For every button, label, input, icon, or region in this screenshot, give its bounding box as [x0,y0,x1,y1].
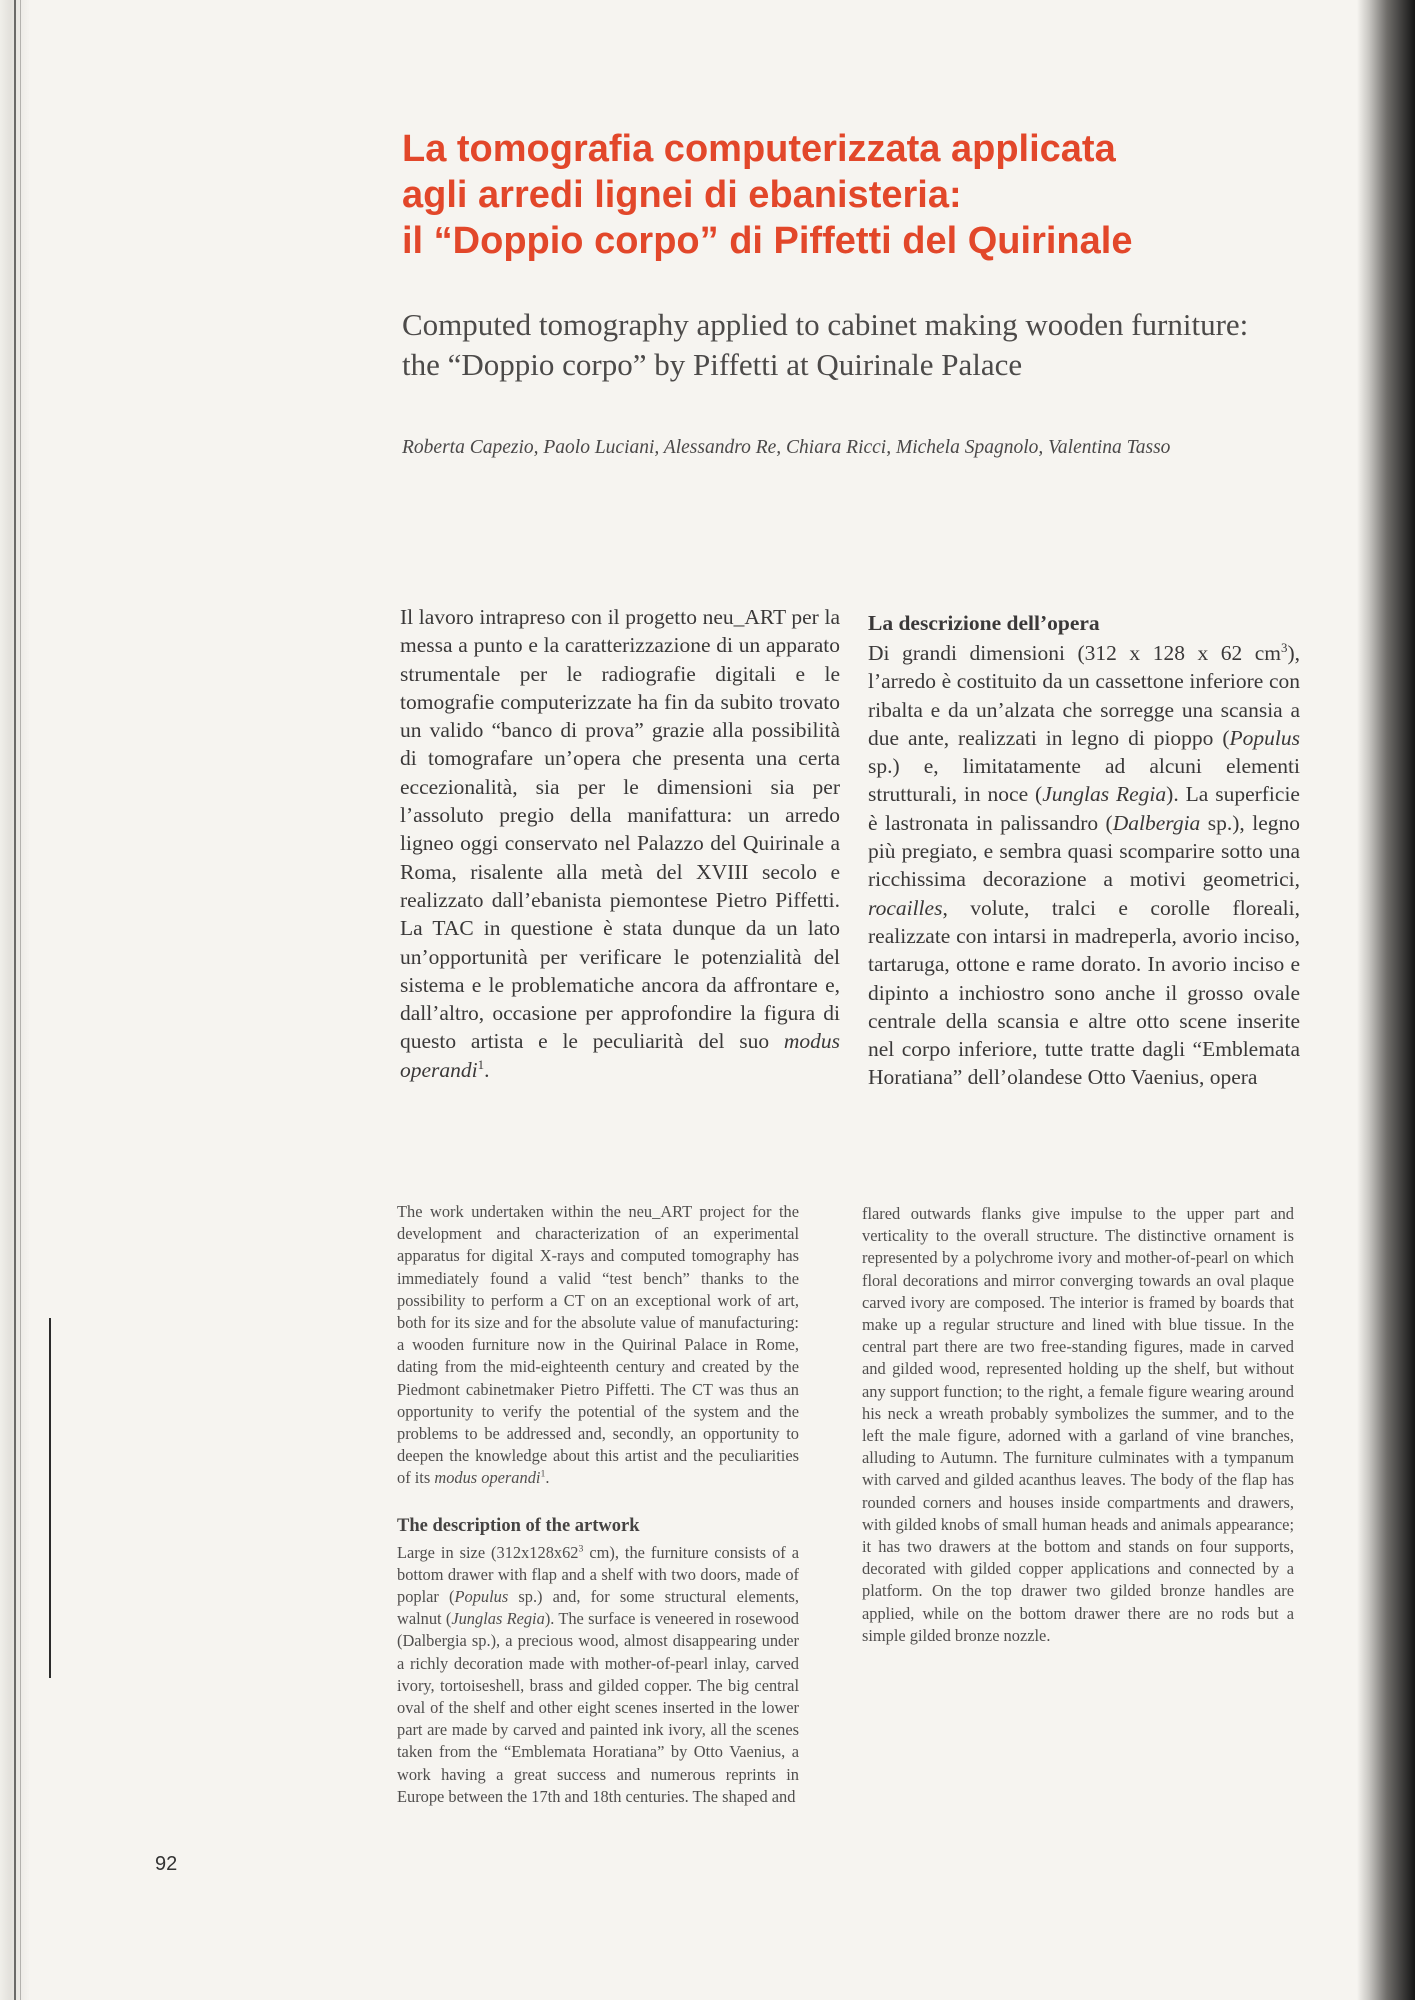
en-desc-part-2: cm), the furniture consists of a bottom drawer with flap and a shelf with two doors, made of poplar ( [397,1542,800,1607]
en-desc-part-4: ). The surface is veneered in rosewood (Dalbergia sp.), a precious wood, almost disappearing under a richly decoration made with mother-of-pearl inlay, carved ivory, tortoiseshell, brass and gilded copper. The big central oval of the shelf and other eight scenes inserted in the lower part are made by carved and painted ink ivory, all the scenes taken from the “Emblemata Horatiana” by Otto Vaenius, a work having a great success and numerous reprints in Europe between the 17th and 18th centuries. The shaped and [397,1609,799,1806]
it-desc-em-3: Dalbergia [1112,810,1201,835]
english-right-column [862,1203,1294,1647]
en-desc-part-3: sp.) and, for some structural elements, walnut ( [397,1587,799,1629]
it-desc-part-3: sp.) e, limitatamente ad alcuni elementi strutturali, in noce ( [868,754,1300,807]
it-desc-part-6: , volute, tralci e corolle floreali, realizzate con intarsi in madreperla, avorio inciso, tartaruga, ottone e rame dorato. In avorio inciso e dipinto a inchiostro sono anche il grosso ovale centrale della scansia e altre otto scene inserite nel corpo inferiore, tutte tratte dagli “Emblemata Horatiana” dell’olandese Otto Vaenius, opera [868,895,1300,1090]
en-desc-part-1: Large in size (312x128x62 [397,1542,579,1562]
italian-description-column [868,609,1300,1092]
english-section-heading: The description of the artwork [397,1515,640,1536]
page-binding [0,0,30,2000]
italian-intro-text: Il lavoro intrapreso con il progetto neu_ART per la messa a punto e la caratterizzazione di un apparato strumentale per le radiografie digitali e le tomografie computerizzate ha fin da subito trovato un valido “banco di prova” grazie alla possibilità di tomografare un’opera che presenta una certa eccezionalità, sia per le dimensioni sia per l’assoluto pregio della manifattura: un arredo ligneo oggi conservato nel Palazzo del Quirinale a Roma, risalente alla metà del XVIII secolo e realizzato dall’ebanista piemontese Pietro Piffetti. La TAC in questione è stata dunque da un lato un’opportunità per verificare le potenzialità del sistema e le problematiche ancora da affrontare e, dall’altro, occasione per approfondire la figura di questo artista e le peculiarità del suo [400,605,840,1054]
margin-mark [49,1318,51,1678]
article-subtitle [402,305,1342,385]
english-intro-paragraph [397,1201,799,1490]
english-intro-em: modus operandi [434,1468,541,1488]
subtitle-line-2: the “Doppio corpo” by Piffetti at Quirinale Palace [402,347,1023,382]
binding-rule [14,0,16,2000]
english-description-continued: flared outwards flanks give impulse to the upper part and verticality to the overall structure. The distinctive ornament is represented by a polychrome ivory and mother-of-pearl on which floral decorations and mirror converging towards an oval plaque carved ivory are composed. The interior is framed by boards that make up a regular structure and lined with blue tissue. In the central part there are two free-standing figures, made in carved and gilded wood, represented holding up the shelf, but without any support function; to the right, a female figure wearing around his neck a wreath probably symbolizes the summer, and to the left the male figure, adorned with a garland of vine branches, alluding to Autumn. The furniture culminates with a tympanum with carved and gilded acanthus leaves. The body of the flap has rounded corners and houses inside compartments and drawers, with gilded knobs of small human heads and animals appearance; it has two drawers at the bottom and stands on four supports, decorated with gilded copper applications and connected by a platform. On the top drawer two gilded bronze handles are applied, while on the bottom drawer there are no rods but a simple gilded bronze nozzle. [862,1204,1294,1645]
italian-footnote-ref: 1 [477,1057,485,1072]
it-desc-em-2: Junglas Regia [1042,782,1167,807]
article-title [402,126,1302,264]
it-desc-part-5: sp.), legno più pregiato, e sembra quasi scomparire sotto una ricchissima decorazione a motivi geometrici, [868,810,1300,892]
english-intro-end: . [545,1468,550,1488]
en-desc-em-2: Junglas Regia [451,1609,545,1629]
it-desc-part-1: Di grandi dimensioni (312 x 128 x 62 cm [868,641,1281,665]
page-edge-shadow [1357,0,1415,2000]
subtitle-line-1: Computed tomography applied to cabinet making wooden furniture: [402,307,1249,342]
title-line-2: agli arredi lignei di ebanisteria: [402,174,962,216]
italian-intro-paragraph [400,603,840,1084]
italian-section-heading: La descrizione dell’opera [868,611,1100,635]
italian-intro-end: . [484,1057,490,1082]
author-list: Roberta Capezio, Paolo Luciani, Alessandro Re, Chiara Ricci, Michela Spagnolo, Valentina Tasso [402,437,1171,458]
en-desc-em-1: Populus [454,1587,509,1607]
en-desc-sup: 3 [578,1543,584,1555]
it-desc-part-2: ), l’arredo è costituito da un cassettone inferiore con ribalta e da un’alzata che sorregge una scansia a due ante, realizzati in legno di pioppo ( [868,641,1300,750]
italian-intro-column [400,603,840,1084]
it-desc-em-1: Populus [1229,725,1300,750]
it-desc-sup: 3 [1281,640,1288,655]
english-left-column [397,1201,799,1808]
english-intro-text: The work undertaken within the neu_ART project for the development and characterization of an experimental apparatus for digital X-rays and computed tomography has immediately found a valid “test bench” thanks to the possibility to perform a CT on an exceptional work of art, both for its size and for the absolute value of manufacturing: a wooden furniture now in the Quirinal Palace in Rome, dating from the mid-eighteenth century and created by the Piedmont cabinetmaker Pietro Piffetti. The CT was thus an opportunity to verify the potential of the system and the problems to be addressed and, secondly, an opportunity to deepen the knowledge about this artist and the peculiarities of its [397,1202,799,1488]
title-line-3: il “Doppio corpo” di Piffetti del Quirinale [402,220,1133,262]
page-number: 92 [155,1853,178,1875]
english-description-paragraph [397,1542,799,1808]
english-footnote-ref: 1 [540,1468,546,1480]
binding-rule-inner [20,0,21,2000]
it-desc-em-4: rocailles [868,895,943,920]
italian-description-paragraph [868,639,1300,1092]
title-line-1: La tomografia computerizzata applicata [402,128,1116,170]
italian-intro-em: modus operandi [400,1029,840,1082]
it-desc-part-4: ). La superficie è lastronata in palissandro ( [868,782,1300,835]
